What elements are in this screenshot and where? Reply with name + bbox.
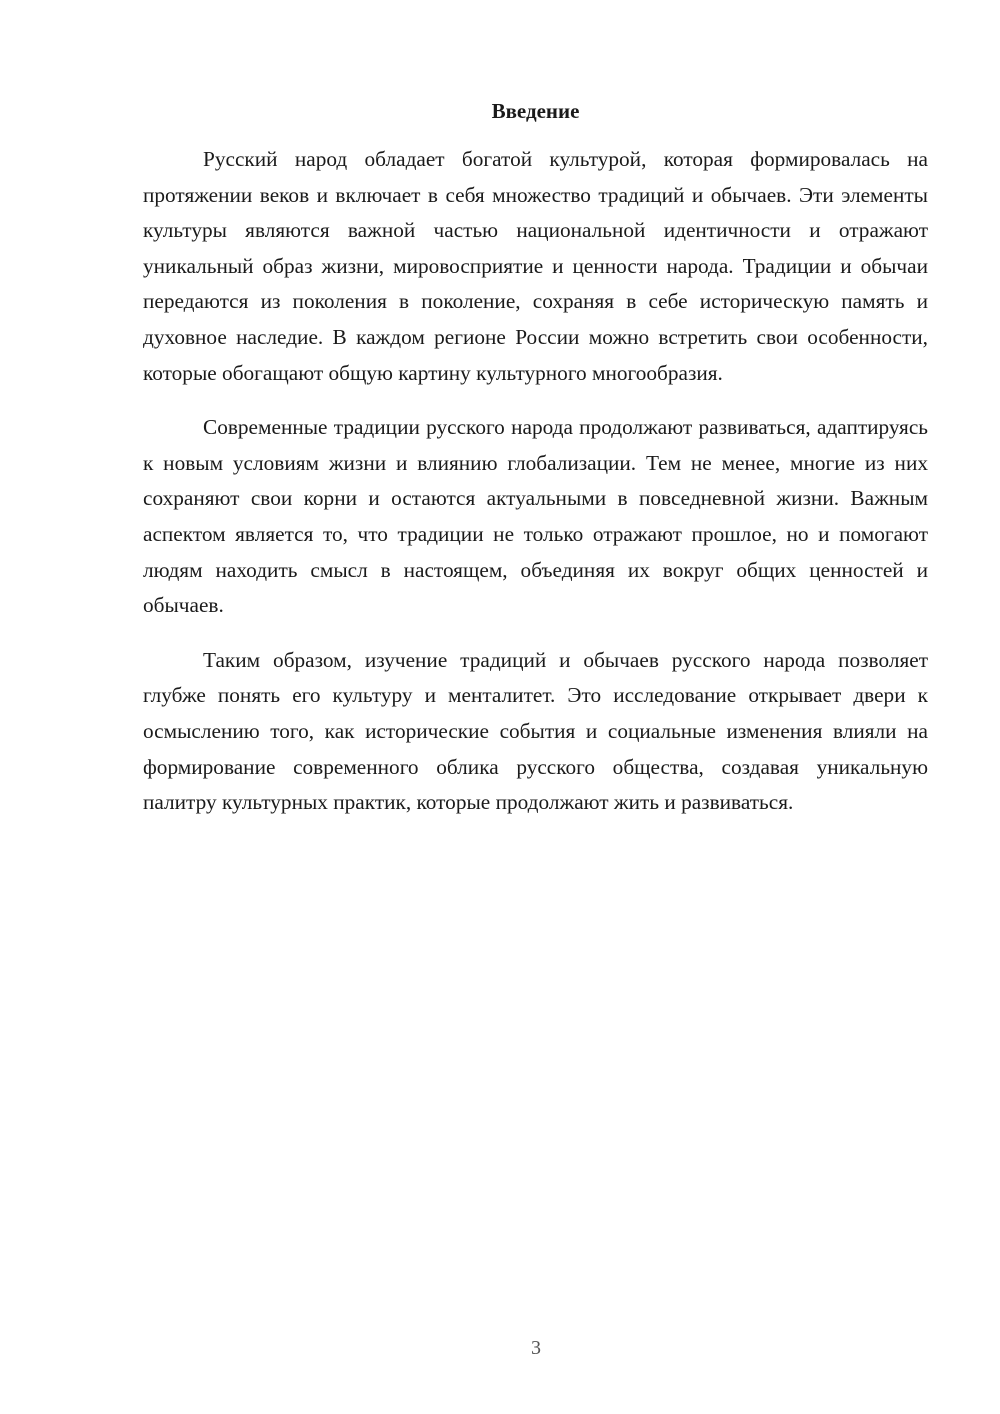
page-number: 3: [531, 1337, 541, 1359]
page-title: Введение: [491, 99, 580, 123]
document-body: [143, 142, 928, 840]
paragraph-3: Таким образом, изучение традиций и обычаев русского народа позволяет глубже понять его культуру и менталитет. Это исследование открывает двери к осмыслению того, как исторические события и социальные изменения влияли на формирование современного облика русского общества, создавая уникальную палитру культурных практик, которые продолжают жить и развиваться.: [143, 647, 928, 815]
paragraph-1: Русский народ обладает богатой культурой, которая формировалась на протяжении веков и включает в себя множество традиций и обычаев. Эти элементы культуры являются важной частью национальной идентичности и отражают уникальный образ жизни, мировосприятие и ценности народа. Традиции и обычаи передаются из поколения в поколение, сохраняя в себе историческую память и духовное наследие. В каждом регионе России можно встретить свои особенности, которые обогащают общую картину культурного многообразия.: [143, 147, 928, 385]
paragraph-2: Современные традиции русского народа продолжают развиваться, адаптируясь к новым условиям жизни и влиянию глобализации. Тем не менее, многие из них сохраняют свои корни и остаются актуальными в повседневной жизни. Важным аспектом является то, что традиции не только отражают прошлое, но и помогают людям находить смысл в настоящем, объединяя их вокруг общих ценностей и обычаев.: [143, 415, 928, 618]
